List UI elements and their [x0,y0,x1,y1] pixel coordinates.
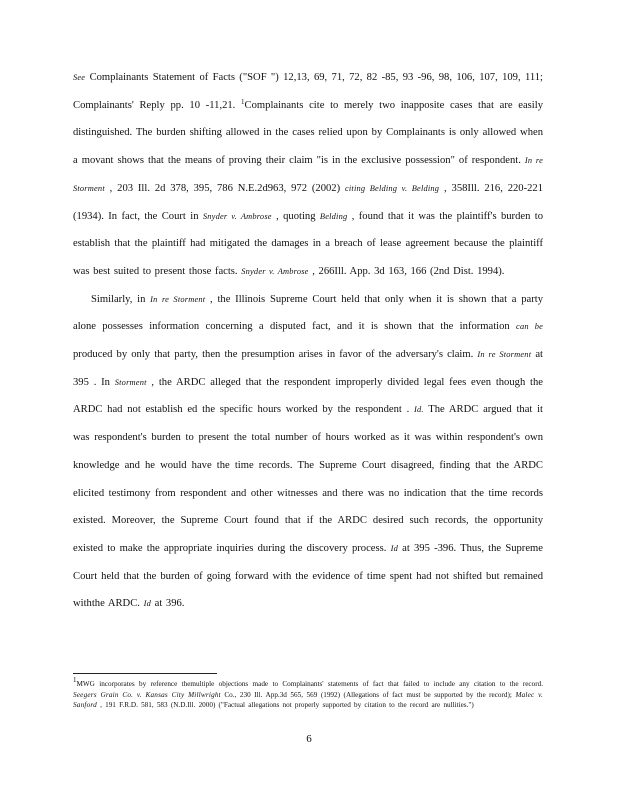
body-text [73,64,543,618]
footnote-divider [73,673,217,674]
footnote: $^1$MWG incorporates by reference themultiple objections made to Complainants' statements of fact that failed to include any citation to the record. Seegers Grain Co. v. Kansas City Millwright Co., 230 Ill. App.3d 565, 569 (1992) (Allegations of fact must be supported by the record); Malec v. Sanford , 191 F.R.D. 581, 583 (N.D.Ill. 2000) ("Factual allegations not properly supported by citation to the record are nullities.") [73,676,543,709]
paragraph-1: See Complainants Statement of Facts ("SOF ") 12,13, 69, 71, 72, 82 -85, 93 -96, 98, 106, 107, 109, 111; Complainants' Reply pp. 10 -11,21. $^1$Complainants cite to merely two inapposite cases that are easily distinguished. The burden shifting allowed in the cases relied upon by Complainants is only allowed when a movant shows that the means of proving their claim "is in the exclusive possession" of respondent. In re Storment , 203 Ill. 2d 378, 395, 786 N.E.2d963, 972 (2002) citing Belding v. Belding , 358Ill. 216, 220-221 (1934). In fact, the Court in Snyder v. Ambrose , quoting Belding , found that it was the plaintiff's burden to establish that the plaintiff had mitigated the damages in a breach of lease agreement because the plaintiff was best suited to present those facts. Snyder v. Ambrose , 266Ill. App. 3d 163, 166 (2nd Dist. 1994). [73,72,544,277]
footnote-reference: 1 [241,97,245,106]
case-citation: Belding [319,211,348,221]
case-citation: Snyder v. Ambrose [202,211,272,221]
signal-see: See [73,73,86,82]
case-citation: In re Storment [477,350,532,360]
case-citation: Snyder v. Ambrose [241,266,309,276]
footnote-mark: 1 [73,676,77,684]
case-citation: In re Storment [150,294,206,304]
case-citation: Seegers Grain Co. v. Kansas City Millwright [73,690,221,699]
case-citation: In re Storment [73,156,543,193]
id-citation: Id. [414,405,424,415]
emphasis-text: can be [516,322,543,332]
paragraph-2: Similarly, in In re Storment , the Illinois Supreme Court held that only when it is shown that a party alone possesses information concerning a disputed fact, and it is shown that the information can be produced by only that party, then the presumption arises in favor of the adversary's claim. In re Storment at 395 . In Storment , the ARDC alleged that the respondent improperly divided legal fees even though the ARDC had not establish ed the specific hours worked by the respondent . Id. The ARDC argued that it was respondent's burden to present the total number of hours worked as it was within respondent's own knowledge and he would have the time records. The Supreme Court disagreed, finding that the ARDC elicited testimony from respondent and other witnesses and there was no indication that the time records existed. Moreover, the Supreme Court found that if the ARDC desired such records, the opportunity existed to make the appropriate inquiries during the discovery process. Id at 395 -396. Thus, the Supreme Court held that the burden of going forward with the evidence of time spent had not shifted but remained withthe ARDC. Id at 396. [73,293,544,610]
id-citation: Id [143,599,151,609]
case-citation: Malec v. Sanford [73,690,543,709]
case-citation: Storment [114,377,147,387]
id-citation: Id [390,543,398,553]
case-citation: citing Belding v. Belding [344,183,440,193]
page-number: 6 [306,733,312,745]
